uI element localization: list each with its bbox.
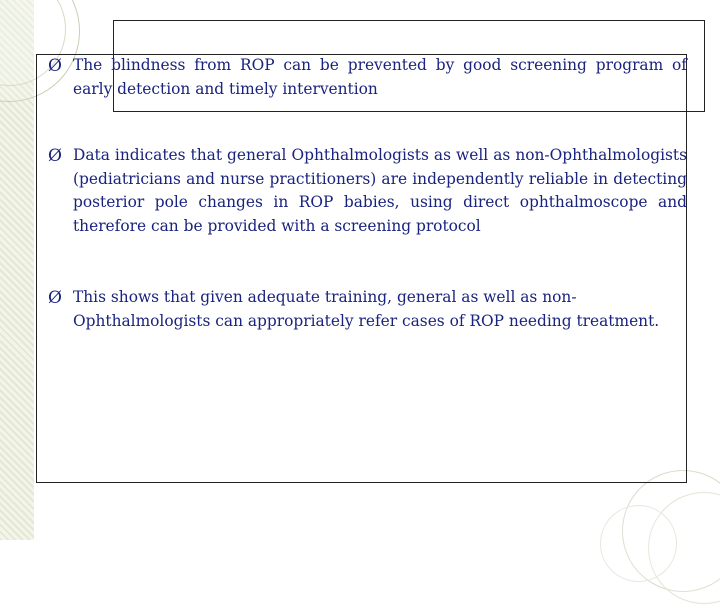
bullet-arrow-icon: Ø	[48, 146, 62, 166]
bullet-text-2: Data indicates that general Ophthalmologists as well as non-Ophthalmologists (pediatricians and nurse practitioners) are independently reliable in detecting posterior pole changes in ROP babies, using direct ophthalmoscope and therefore can be provided with a screening protocol	[73, 146, 687, 235]
bullet-text-3: This shows that given adequate training, general as well as non-Ophthalmologists can appropriately refer cases of ROP needing treatment.	[73, 288, 660, 330]
bullet-arrow-icon: Ø	[48, 288, 62, 308]
bullet-arrow-icon: Ø	[48, 56, 62, 76]
bullet-text-1: The blindness from ROP can be prevented by good screening program of early detection and timely intervention	[73, 56, 687, 98]
decorative-circle	[600, 505, 677, 582]
content-placeholder-frame	[36, 54, 687, 483]
